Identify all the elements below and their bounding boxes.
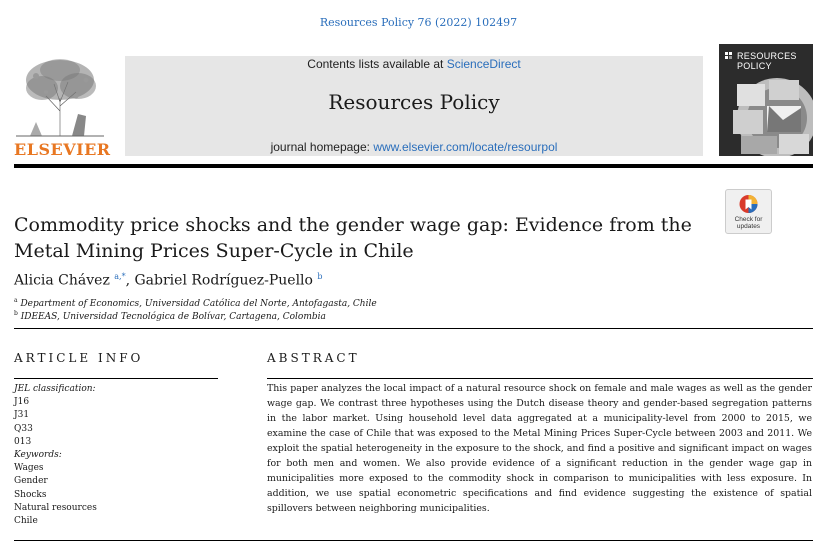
contents-line — [125, 57, 703, 71]
contents-prefix: Contents lists available at — [307, 57, 447, 71]
abstract-text: This paper analyzes the local impact of a natural resource shock on female and male wages as well as the gender wage gap. We contrast three hypotheses using the Dutch disease theory and gender-based segregation patterns in the labor market. Using household level data aggregated at a municipality-level from 2000 to 2015, we examine the case of Chile that was exposed to the Metal Mining Prices Super-Cycle between 2003 and 2011. We exploit the spatial heterogeneity in the exposure to the shock, and find a positive and significant impact on wages for both men and women. We also provide evidence of a significant reduction in the gender wage gap in municipalities more exposed to the commodity shock in comparison to municipalities with less exposure. In addition, we use spatial econometric specifications and find evidence suggesting the existence of spatial spillovers between neighboring municipalities. — [267, 383, 812, 514]
affiliation-text: Department of Economics, Universidad Católica del Norte, Antofagasta, Chile — [20, 299, 377, 309]
affiliation-b — [14, 310, 326, 322]
affiliation-a — [14, 297, 377, 309]
keyword: Wages — [14, 463, 44, 474]
abstract-heading: ABSTRACT — [267, 351, 360, 365]
check-for-updates-button[interactable] — [725, 189, 772, 234]
article-info-heading: ARTICLE INFO — [14, 351, 144, 365]
cover-logo-icon — [725, 52, 733, 60]
journal-masthead — [14, 44, 813, 172]
jel-code: Q33 — [14, 423, 33, 434]
keyword: Chile — [14, 516, 38, 527]
elsevier-logo[interactable] — [14, 56, 111, 159]
author-name[interactable]: Alicia Chávez — [14, 272, 110, 289]
affiliation-text: IDEEAS, Universidad Tecnológica de Bolívar, Cartagena, Colombia — [20, 312, 326, 322]
cover-line-2: POLICY — [737, 61, 772, 71]
affiliation-link[interactable]: b — [317, 272, 323, 281]
jel-code: J31 — [14, 410, 30, 421]
journal-header-box — [125, 56, 703, 156]
elsevier-tree-icon — [16, 56, 104, 138]
check-for-updates-icon — [739, 194, 758, 215]
check-label-line-1: Check for — [734, 216, 763, 223]
journal-title[interactable]: Resources Policy — [328, 90, 500, 114]
masthead-rule — [14, 164, 813, 168]
header-divider — [14, 328, 813, 329]
author-name[interactable]: Gabriel Rodríguez-Puello — [134, 272, 313, 289]
cover-line-1: RESOURCES — [737, 51, 797, 61]
keyword: Gender — [14, 476, 48, 487]
keyword: Shocks — [14, 489, 47, 500]
affiliation-mark: b — [14, 310, 18, 317]
abstract-rule — [267, 378, 813, 379]
homepage-prefix: journal homepage: — [270, 140, 374, 154]
article-info-list — [14, 383, 97, 528]
author-list — [14, 272, 323, 289]
keywords-label: Keywords: — [14, 450, 62, 461]
jel-code: 013 — [14, 436, 32, 447]
sciencedirect-link[interactable]: ScienceDirect — [446, 57, 521, 71]
journal-cover-image[interactable] — [719, 44, 813, 156]
cover-title — [737, 51, 797, 71]
check-label-line-2: updates — [736, 223, 761, 230]
homepage-line — [125, 140, 703, 154]
elsevier-wordmark: ELSEVIER — [14, 140, 111, 159]
footer-divider — [14, 540, 813, 541]
article-info-rule — [14, 378, 218, 379]
jel-code: J16 — [14, 397, 30, 408]
jel-label: JEL classification: — [14, 384, 96, 394]
journal-citation[interactable]: Resources Policy 76 (2022) 102497 — [319, 16, 518, 29]
journal-homepage-link[interactable]: www.elsevier.com/locate/resourpol — [373, 140, 558, 154]
author-separator: , — [125, 272, 135, 289]
check-for-updates-label — [726, 216, 771, 230]
affiliation-link[interactable]: a,* — [114, 272, 126, 281]
affiliation-mark: a — [14, 297, 18, 304]
article-title: Commodity price shocks and the gender wage gap: Evidence from the Metal Mining Prices Super-Cycle in Chile — [14, 214, 692, 262]
keyword: Natural resources — [14, 502, 97, 513]
cover-artwork — [719, 74, 813, 156]
